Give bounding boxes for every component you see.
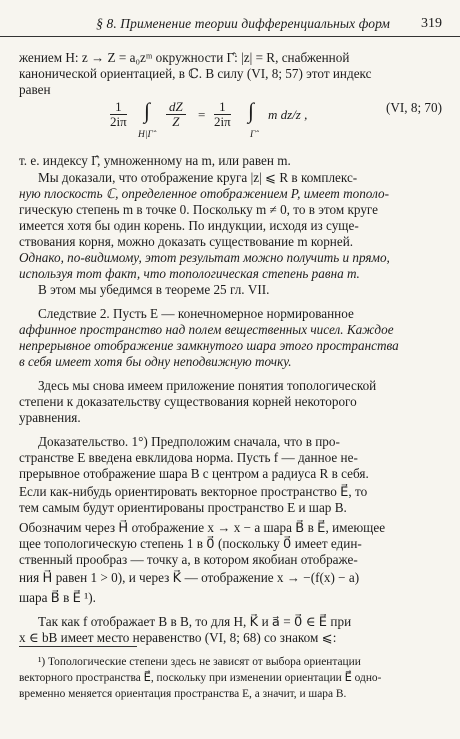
display-formula: $\frac{1}{2i\pi}$ ∫ H|Γ̂ $\frac{dZ}{Z}$ = $\frac{1}{2i\pi}$ ∫ Γ̂ m dz/z ,	[110, 98, 308, 140]
corollary-heading: Следствие 2. Пусть E — конечномерное нормированное	[38, 306, 354, 321]
text-line: Так как f отображает B в B, то для H, K⃗ и a⃗ = 0⃗ ∈ E⃗ при	[38, 614, 352, 629]
integrand: m dz/z ,	[268, 107, 308, 122]
text-line: ную плоскость ℂ, определенное отображением P, имеет тополо-	[19, 186, 389, 201]
footnote-rule	[19, 646, 137, 647]
text-line: В этом мы убедимся в теореме 25 гл. VII.	[38, 282, 270, 297]
text-line: x ∈ bB имеет место неравенство (VI, 8; 68) со знаком ⩽:	[19, 630, 337, 645]
text-line: ния H⃗ равен 1 > 0), и через K⃗ — отображение x → −(f(x) − a)	[19, 570, 360, 585]
text-line: странстве E введена евклидова норма. Пусть f — данное не-	[19, 450, 358, 465]
footnote-line: векторного пространства E⃗, поскольку при изменении ориентации E⃗ одно-	[19, 672, 382, 684]
text-line: аффинное пространство над полем вещественных чисел. Каждое	[19, 322, 394, 337]
text-line: имеется хотя бы один корень. По индукции, исходя из суще-	[19, 218, 359, 233]
text-line: ственный прообраз — точку a, в котором якобиан отображе-	[19, 552, 358, 567]
fraction: $\frac{1}{2i\pi}$	[214, 99, 231, 129]
text-line: прерывное отображение шара B с центром a радиуса R в себя.	[19, 466, 369, 481]
page-number: 319	[421, 16, 442, 31]
text-line: тем самым будут ориентированы пространство E и шар B.	[19, 500, 347, 515]
integral-sign: ∫	[248, 98, 255, 123]
text-line: шара B⃗ в E⃗ ¹).	[19, 590, 96, 605]
text-line: Если как-нибудь ориентировать векторное пространство E⃗, то	[19, 484, 368, 499]
text-line: в себя имеет хотя бы одну неподвижную точку.	[19, 354, 292, 369]
integral-subscript: H|Γ̂	[138, 130, 153, 140]
text-line: Обозначим через H⃗ отображение x → x − a шара B⃗ в E⃗, имеющее	[19, 520, 386, 535]
text-line: равен	[19, 82, 51, 97]
running-header	[0, 14, 460, 37]
text-line: ствования корня, можно доказать существование m корней.	[19, 234, 354, 249]
text-line: жением H: z → Z = a₀zᵐ окружности Γ̂: |z| = R, снабженной	[19, 50, 350, 65]
text-line: т. е. индексу Γ̂, умноженному на m, или равен m.	[19, 153, 291, 168]
integral-subscript: Γ̂	[250, 130, 256, 140]
text-line: щее топологическую степень 1 в 0⃗ (поскольку 0⃗ имеет един-	[19, 536, 362, 551]
integral-sign: ∫	[144, 98, 151, 123]
text-line: степени к доказательству существования корней некоторого	[19, 394, 357, 409]
fraction: $\frac{dZ}{Z}$	[166, 100, 186, 129]
text-line: непрерывное отображение замкнутого шара этого пространства	[19, 338, 399, 353]
text-line: канонической ориентацией, в ℂ. В силу (VI, 8; 57) этот индекс	[19, 66, 372, 81]
text-line: Мы доказали, что отображение круга |z| ⩽ R в комплекс-	[38, 170, 358, 185]
footnote-line: временно меняется ориентация пространства E, а значит, и шара B.	[19, 688, 347, 700]
text-line: уравнения.	[19, 410, 81, 425]
text-line: Здесь мы снова имеем приложение понятия топологической	[38, 378, 377, 393]
fraction: $\frac{1}{2i\pi}$	[110, 99, 127, 129]
text-line: используя тот факт, что топологическая степень равна m.	[19, 266, 360, 281]
text-line: гическую степень m в точке 0. Поскольку m ≠ 0, то в этом круге	[19, 202, 378, 217]
text-line: Однако, по-видимому, этот результат можно получить и прямо,	[19, 250, 390, 265]
equation-number: (VI, 8; 70)	[385, 100, 442, 115]
proof-heading: Доказательство. 1°) Предположим сначала, что в про-	[38, 434, 340, 449]
footnote-line: ¹) Топологические степени здесь не зависят от выбора ориентации	[38, 656, 361, 668]
running-title: § 8. Применение теории дифференциальных форм	[96, 16, 390, 31]
